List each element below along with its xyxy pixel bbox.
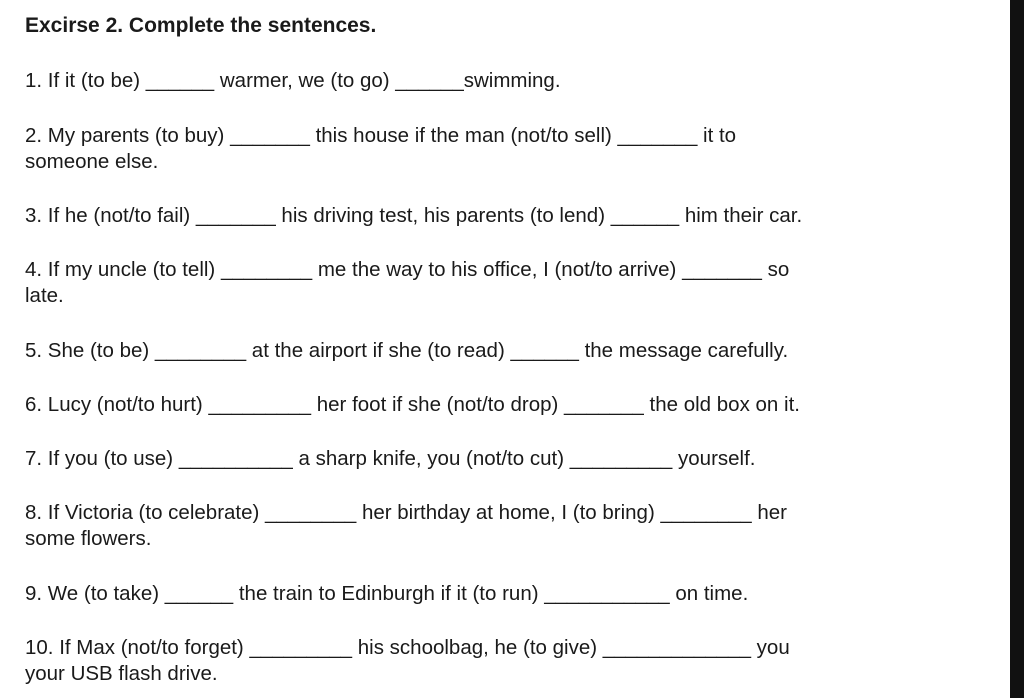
sentence-6-line-1: 6. Lucy (not/to hurt) _________ her foot if she (not/to drop) _______ the old box on it. xyxy=(25,393,800,416)
sentence-10 xyxy=(25,635,790,687)
page-edge-border xyxy=(1010,0,1024,698)
sentence-7-line-1: 7. If you (to use) __________ a sharp knife, you (not/to cut) _________ yourself. xyxy=(25,447,756,470)
sentence-8-line-2: some flowers. xyxy=(25,527,152,550)
sentence-5 xyxy=(25,338,788,364)
sentence-9 xyxy=(25,581,748,607)
exercise-title: Excirse 2. Complete the sentences. xyxy=(25,14,377,37)
sentence-4 xyxy=(25,257,789,309)
sentence-3-line-1: 3. If he (not/to fail) _______ his driving test, his parents (to lend) ______ him their car. xyxy=(25,204,803,227)
sentence-6 xyxy=(25,392,800,418)
sentence-4-line-2: late. xyxy=(25,284,64,307)
sentence-2-line-2: someone else. xyxy=(25,150,159,173)
sentence-2-line-1: 2. My parents (to buy) _______ this house if the man (not/to sell) _______ it to xyxy=(25,124,737,147)
sentence-3 xyxy=(25,203,802,229)
sentence-10-line-1: 10. If Max (not/to forget) _________ his schoolbag, he (to give) _____________ you xyxy=(25,636,790,659)
sentence-4-line-1: 4. If my uncle (to tell) ________ me the way to his office, I (not/to arrive) _______ so xyxy=(25,258,790,281)
sentence-1-line-1: 1. If it (to be) ______ warmer, we (to go) ______swimming. xyxy=(25,69,561,92)
sentence-8 xyxy=(25,500,787,552)
sentence-10-line-2: your USB flash drive. xyxy=(25,662,218,685)
sentence-2 xyxy=(25,123,736,175)
sentence-1 xyxy=(25,68,561,94)
sentence-9-line-1: 9. We (to take) ______ the train to Edinburgh if it (to run) ___________ on time. xyxy=(25,582,749,605)
sentence-7 xyxy=(25,446,756,472)
sentence-8-line-1: 8. If Victoria (to celebrate) ________ her birthday at home, I (to bring) ________ her xyxy=(25,501,788,524)
sentence-5-line-1: 5. She (to be) ________ at the airport if she (to read) ______ the message carefully. xyxy=(25,339,789,362)
